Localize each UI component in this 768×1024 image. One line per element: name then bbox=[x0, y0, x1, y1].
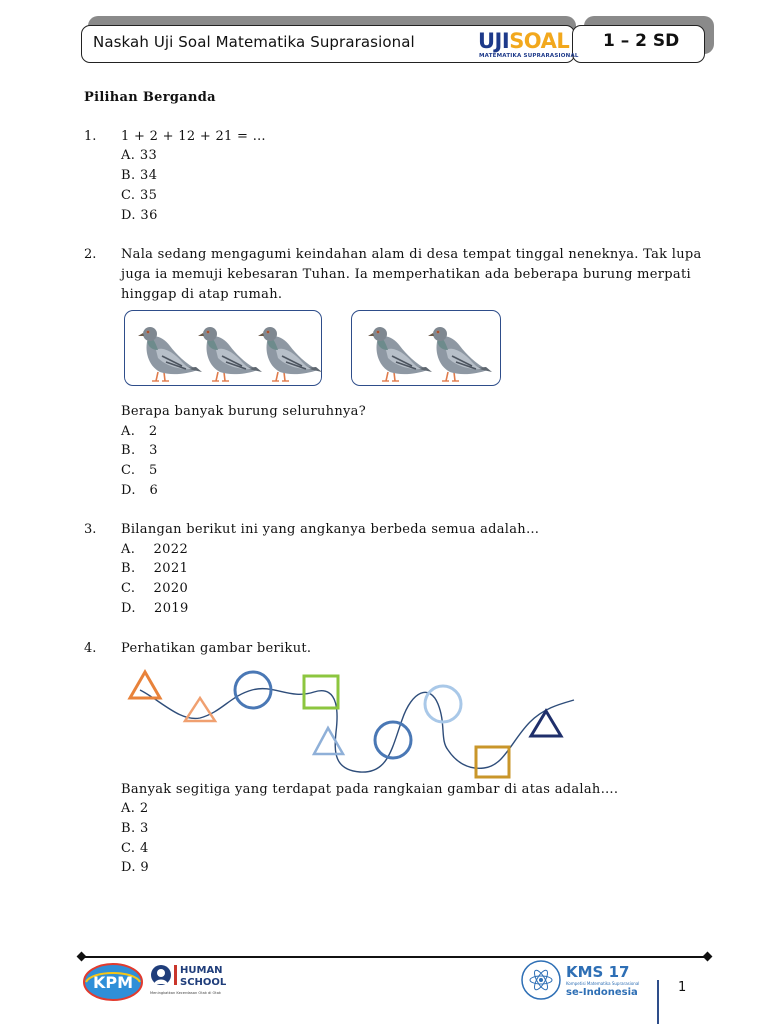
svg-text:SCHOOL: SCHOOL bbox=[180, 977, 227, 988]
question-1-option-b[interactable]: B. 34 bbox=[121, 168, 158, 183]
question-2-option-b[interactable]: B. 3 bbox=[121, 443, 158, 458]
kms-17-logo bbox=[520, 958, 650, 1004]
triangle-shape bbox=[531, 711, 561, 736]
circle-shape bbox=[425, 686, 461, 722]
question-1-option-c[interactable]: C. 35 bbox=[121, 188, 158, 203]
question-3-number: 3. bbox=[84, 522, 97, 537]
kpm-logo bbox=[82, 960, 144, 1004]
question-3-option-a[interactable]: A. 2022 bbox=[121, 542, 189, 557]
square-shape bbox=[304, 676, 338, 708]
question-1-text: 1 + 2 + 12 + 21 = … bbox=[121, 129, 266, 144]
section-title: Pilihan Berganda bbox=[84, 90, 216, 105]
svg-text:HUMAN: HUMAN bbox=[180, 965, 223, 976]
svg-text:Meningkatkan Kecerdasan Otak d: Meningkatkan Kecerdasan Otak di Otak bbox=[150, 991, 221, 995]
question-4-prompt: Banyak segitiga yang terdapat pada rangkaian gambar di atas adalah…. bbox=[121, 782, 619, 797]
question-2-line-2: juga ia memuji kebesaran Tuhan. Ia memperhatikan ada beberapa burung merpati bbox=[121, 267, 691, 282]
triangle-shape bbox=[314, 728, 343, 754]
question-3-option-b[interactable]: B. 2021 bbox=[121, 561, 189, 576]
question-2-line-3: hinggap di atap rumah. bbox=[121, 287, 283, 302]
svg-text:KMS 17: KMS 17 bbox=[566, 963, 630, 981]
circle-shape bbox=[375, 722, 411, 758]
question-4-text: Perhatikan gambar berikut. bbox=[121, 641, 312, 656]
question-1-option-a[interactable]: A. 33 bbox=[121, 148, 158, 163]
page-number-bar bbox=[657, 980, 659, 1024]
question-2-option-d[interactable]: D. 6 bbox=[121, 483, 159, 498]
document-title: Naskah Uji Soal Matematika Suprarasional bbox=[93, 33, 415, 51]
human-school-logo bbox=[150, 962, 240, 996]
question-4-option-a[interactable]: A. 2 bbox=[121, 801, 149, 816]
square-shape bbox=[476, 747, 509, 777]
question-2-line-1: Nala sedang mengagumi keindahan alam di desa tempat tinggal neneknya. Tak lupa bbox=[121, 247, 702, 262]
question-1-number: 1. bbox=[84, 129, 97, 144]
uji-soal-logo-subtitle: MATEMATIKA SUPRARASIONAL bbox=[479, 53, 579, 59]
triangle-shape bbox=[130, 672, 160, 698]
question-4-option-d[interactable]: D. 9 bbox=[121, 860, 150, 875]
question-2-option-a[interactable]: A. 2 bbox=[121, 424, 158, 439]
question-4-number: 4. bbox=[84, 641, 97, 656]
svg-text:Kompetisi Matematika Suprarasi: Kompetisi Matematika Suprarasional bbox=[566, 981, 640, 986]
question-2-option-c[interactable]: C. 5 bbox=[121, 463, 158, 478]
grade-label: 1 – 2 SD bbox=[603, 31, 680, 51]
question-3-option-d[interactable]: D. 2019 bbox=[121, 601, 189, 616]
uji-soal-logo: UJISOAL bbox=[478, 29, 570, 53]
page-number: 1 bbox=[678, 980, 687, 995]
question-3-text: Bilangan berikut ini yang angkanya berbeda semua adalah… bbox=[121, 522, 540, 537]
question-2-prompt: Berapa banyak burung seluruhnya? bbox=[121, 404, 366, 419]
question-1-option-d[interactable]: D. 36 bbox=[121, 208, 158, 223]
question-3-option-c[interactable]: C. 2020 bbox=[121, 581, 189, 596]
question-2-number: 2. bbox=[84, 247, 97, 262]
svg-text:KPM: KPM bbox=[92, 973, 134, 992]
question-4-option-c[interactable]: C. 4 bbox=[121, 841, 149, 856]
svg-text:se-Indonesia: se-Indonesia bbox=[566, 987, 638, 998]
question-4-option-b[interactable]: B. 3 bbox=[121, 821, 149, 836]
